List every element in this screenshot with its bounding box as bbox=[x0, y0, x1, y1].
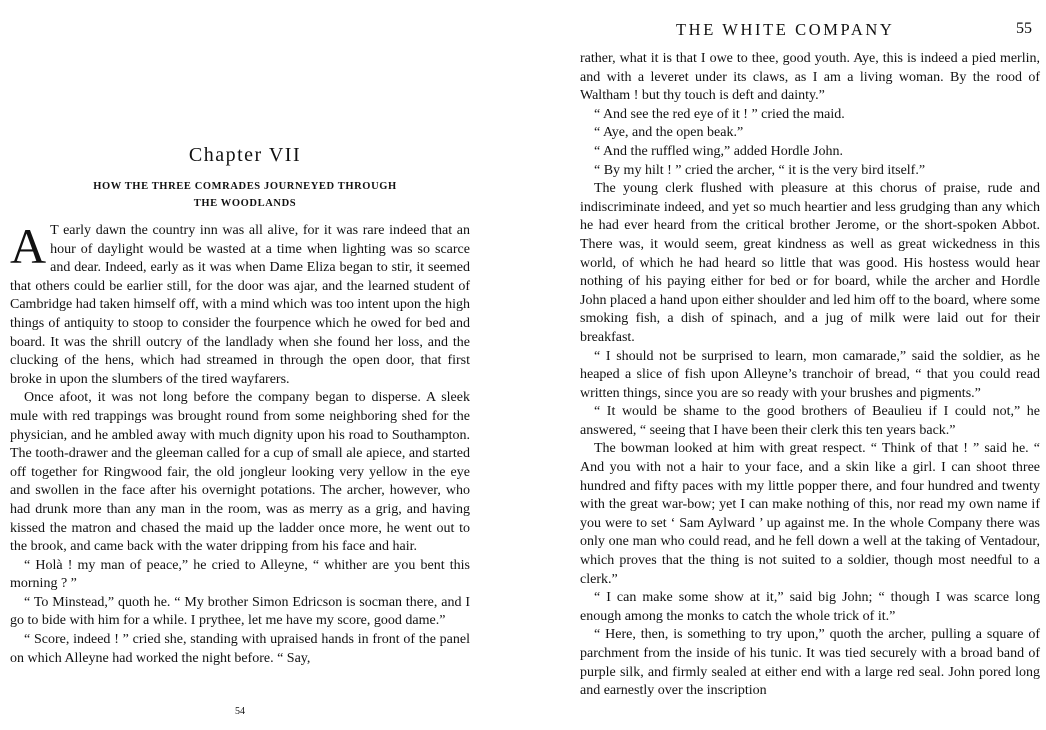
paragraph: “ Score, indeed ! ” cried she, standing with upraised hands in front of the panel on which Alleyne had worked the night before. “ Say, bbox=[10, 632, 470, 666]
chapter-title: Chapter VII bbox=[188, 144, 302, 166]
paragraph-continuation: rather, what it is that I owe to thee, good youth. Aye, this is indeed a pied merlin, and with a leveret under its claws, as I am a living woman. By the rood of Waltham ! but thy touch is deft and dainty.” bbox=[580, 51, 1040, 104]
paragraph: “ It would be shame to the good brothers of Beaulieu if I could not,” he answered, “ seeing that I have been their clerk this ten years back.” bbox=[580, 404, 1040, 438]
paragraph: “ Here, then, is something to try upon,” quoth the archer, pulling a square of parchment from the inside of his tunic. It was tied securely with a broad band of purple silk, and firmly sealed at either end with a large red seal. John pored long and earnestly over the inscription bbox=[580, 627, 1040, 699]
paragraph: “ I should not be surprised to learn, mon camarade,” said the soldier, as he heaped a slice of fish upon Alleyne’s tranchoir of bread, “ that you could read written things, since you are so ready with your brushes and pigments.” bbox=[580, 348, 1040, 401]
paragraph: “ And the ruffled wing,” added Hordle John. bbox=[594, 143, 843, 159]
paragraph: “ I can make some show at it,” said big John; “ though I was scarce long enough among the monks to catch the whole trick of it.” bbox=[580, 590, 1040, 624]
chapter-subtitle: HOW THE THREE COMRADES JOURNEYED THROUGH THE WOODLANDS bbox=[93, 181, 397, 209]
paragraph: “ And see the red eye of it ! ” cried the maid. bbox=[594, 106, 845, 122]
paragraph: The young clerk flushed with pleasure at this chorus of praise, rude and indiscriminate indeed, and yet so much heartier and less grudging than any which he had ever heard from the critical brother Jerome, or the short-spoken Abbot. There was, it would seem, great kindness as well as great wickedness in this world, of which he had heard so little that was good. His hostess would hear nothing of his paying either for bed or for board, while the archer and Hordle John placed a hand upon either shoulder and led him off to the board, where some smoking fish, a dish of spinach, and a jug of milk were laid out for their breakfast. bbox=[580, 181, 1040, 345]
paragraph: “ Aye, and the open beak.” bbox=[594, 125, 744, 141]
drop-cap: A bbox=[10, 218, 47, 274]
right-body-text bbox=[580, 50, 1040, 701]
paragraph: Once afoot, it was not long before the company began to disperse. A sleek mule with red trappings was brought round from some neighboring shed for the physician, and he ambled away with much dignity upon his road to Southampton. The tooth-drawer and the gleeman called for a cup of small ale apiece, and started off together for Ringwood fair, the old jongleur looking very yellow in the eye and swollen in the face after his overnight potations. The archer, however, who had drunk more than any man in the room, was as merry as a grig, and having kissed the matron and chased the maid up the ladder once more, he went out to the brook, and came back with the water dripping from his face and hair. bbox=[10, 390, 470, 555]
paragraph: “ By my hilt ! ” cried the archer, “ it is the very bird itself.” bbox=[594, 162, 926, 178]
paragraph-opening bbox=[10, 218, 470, 389]
left-body-text bbox=[10, 218, 470, 668]
running-head: THE WHITE COMPANY bbox=[676, 20, 895, 39]
opening-text: T early dawn the country inn was all alive, for it was rare indeed that an hour of daylight would be wasted at a time when lighting was so scarce and dear. Indeed, early as it was when Dame Eliza began to stir, it seemed that others could be earlier still, for the door was ajar, and the learned student of Cambridge had taken himself off, with a mind which was too intent upon the high things of antiquity to stoop to consider the fourpence which he owed for bed and board. It was the shrill outcry of the landlady when she found her loss, and the clucking of the hens, which had streamed in through the open door, that first broke in upon the slumbers of the tired wayfarers. bbox=[10, 223, 470, 387]
paragraph: “ To Minstead,” quoth he. “ My brother Simon Edricson is socman there, and I go to bide with him for a while. I prythee, let me have my score, good dame.” bbox=[10, 594, 470, 629]
page-number-right: 55 bbox=[1016, 20, 1032, 37]
paragraph: “ Holà ! my man of peace,” he cried to Alleyne, “ whither are you bent this morning ? ” bbox=[10, 557, 470, 592]
page-number-left: 54 bbox=[235, 706, 245, 717]
paragraph: The bowman looked at him with great respect. “ Think of that ! ” said he. “ And you with not a hair to your face, and a skin like a girl. I can shoot three hundred and fifty paces with my little popper there, and four hundred and twenty with the great war-bow; yet I can make nothing of this, nor read my own name if you were to set ‘ Sam Aylward ’ up against me. In the whole Company there was only one man who could read, and he fell down a well at the taking of Ventadour, which proves that the thing is not suited to a soldier, though most needful to a clerk.” bbox=[580, 441, 1040, 587]
